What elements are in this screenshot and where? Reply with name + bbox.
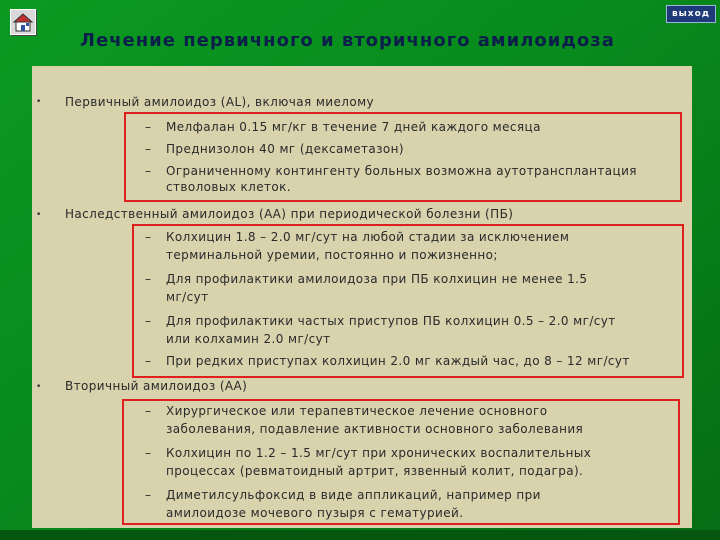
dash-marker: – xyxy=(145,404,151,418)
dash-marker: – xyxy=(145,230,151,244)
section-heading: Наследственный амилоидоз (АА) при периодической болезни (ПБ) xyxy=(65,207,514,221)
dash-marker: – xyxy=(145,272,151,286)
section-heading: Вторичный амилоидоз (АА) xyxy=(65,379,248,393)
bullet-marker: • xyxy=(36,382,42,392)
list-item: При редких приступах колхицин 2.0 мг каждый час, до 8 – 12 мг/сут xyxy=(166,354,630,368)
list-item: Диметилсульфоксид в виде аппликаций, например при xyxy=(166,488,541,502)
dash-marker: – xyxy=(145,446,151,460)
dash-marker: – xyxy=(145,488,151,502)
dash-marker: – xyxy=(145,120,151,134)
dash-marker: – xyxy=(145,164,151,178)
dash-marker: – xyxy=(145,314,151,328)
list-item: Преднизолон 40 мг (дексаметазон) xyxy=(166,142,405,156)
footer-bar xyxy=(0,530,720,540)
page-title: Лечение первичного и вторичного амилоидоза xyxy=(80,30,615,51)
list-item: Для профилактики амилоидоза при ПБ колхицин не менее 1.5 xyxy=(166,272,588,286)
dash-marker: – xyxy=(145,142,151,156)
list-item-continuation: заболевания, подавление активности основного заболевания xyxy=(166,422,584,436)
list-item-continuation: терминальной уремии, постоянно и пожизненно; xyxy=(166,248,498,262)
list-item-continuation: мг/сут xyxy=(166,290,209,304)
content-panel xyxy=(32,66,692,528)
list-item: Колхицин 1.8 – 2.0 мг/сут на любой стадии за исключением xyxy=(166,230,570,244)
list-item: Колхицин по 1.2 – 1.5 мг/сут при хронических воспалительных xyxy=(166,446,592,460)
list-item-continuation: амилоидозе мочевого пузыря с гематурией. xyxy=(166,506,464,520)
bullet-marker: • xyxy=(36,210,42,220)
home-button[interactable] xyxy=(10,9,36,35)
dash-marker: – xyxy=(145,354,151,368)
bullet-marker: • xyxy=(36,97,42,107)
section-heading: Первичный амилоидоз (AL), включая миелому xyxy=(65,95,375,109)
home-icon xyxy=(11,10,35,34)
list-item-continuation: процессах (ревматоидный артрит, язвенный колит, подагра). xyxy=(166,464,584,478)
list-item: Хирургическое или терапевтическое лечение основного xyxy=(166,404,548,418)
list-item: Для профилактики частых приступов ПБ колхицин 0.5 – 2.0 мг/сут xyxy=(166,314,616,328)
list-item-continuation: стволовых клеток. xyxy=(166,180,291,194)
list-item: Мелфалан 0.15 мг/кг в течение 7 дней каждого месяца xyxy=(166,120,541,134)
list-item-continuation: или колхамин 2.0 мг/сут xyxy=(166,332,331,346)
exit-button[interactable]: выход xyxy=(666,5,716,23)
list-item: Ограниченному контингенту больных возможна аутотрансплантация xyxy=(166,164,637,178)
